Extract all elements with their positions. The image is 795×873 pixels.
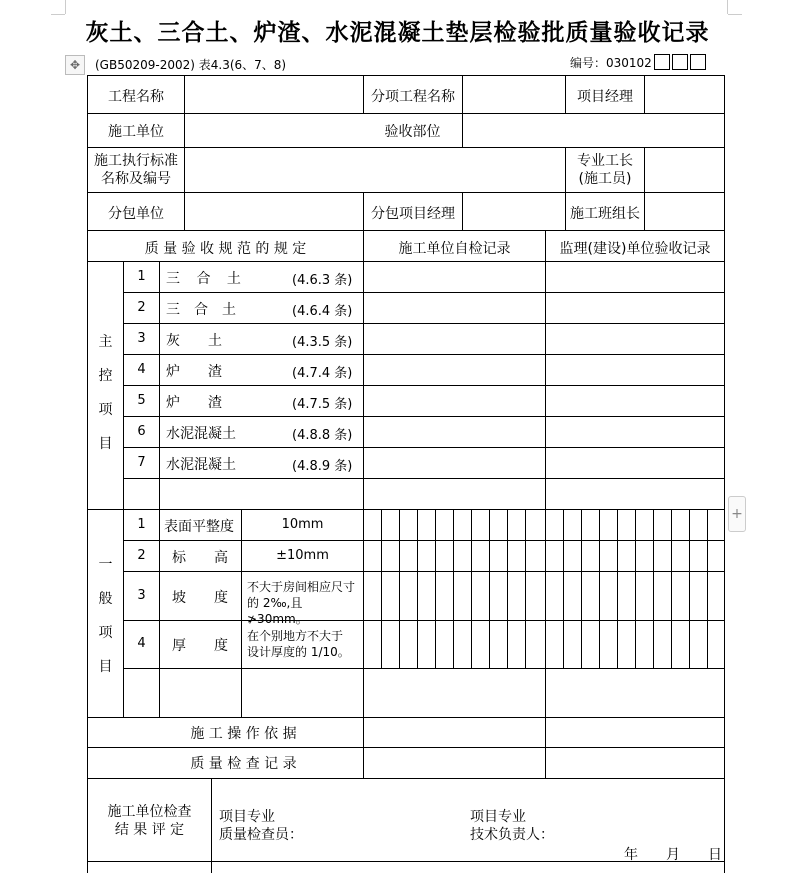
table-move-handle-icon[interactable]: ✥	[65, 55, 85, 75]
item-tolerance	[247, 579, 363, 627]
item-no: 6	[137, 424, 146, 439]
quality-inspector-label	[219, 808, 303, 844]
quality-inspector-line2: 质量检查员：	[219, 827, 303, 843]
main-control-char: 主	[98, 334, 113, 350]
sub-project-name-field[interactable]	[463, 76, 565, 113]
standard-code: (GB50209-2002) 表4.3(6、7、8)	[95, 58, 287, 72]
item-name: 表面平整度	[164, 519, 234, 535]
technical-lead-label	[470, 808, 554, 844]
team-leader-field[interactable]	[645, 193, 724, 230]
contractor-label: 施工单位	[108, 124, 164, 140]
project-manager-field[interactable]	[645, 76, 724, 113]
item-name: 水泥混凝土	[166, 426, 236, 442]
acceptance-part-label: 验收部位	[384, 124, 441, 140]
technical-lead-line1: 项目专业	[470, 809, 526, 825]
project-name-field[interactable]	[185, 76, 363, 113]
sub-pm-field[interactable]	[463, 193, 565, 230]
self-check-column-header: 施工单位自检记录	[398, 241, 511, 257]
document-title: 灰土、三合土、炉渣、水泥混凝土垫层检验批质量验收记录	[85, 20, 710, 46]
subcontractor-label: 分包单位	[108, 206, 164, 222]
subcontractor-field[interactable]	[185, 193, 363, 230]
check-result-line1: 施工单位检查	[107, 804, 192, 820]
item-name: 坡 度	[172, 590, 228, 606]
standard-field[interactable]	[185, 148, 565, 192]
general-char: 目	[98, 659, 113, 675]
general-char: 一	[98, 557, 113, 573]
item-name: 炉 渣	[166, 364, 222, 380]
item-clause: (4.7.5 条)	[292, 397, 353, 412]
standard-label	[88, 152, 184, 188]
project-name-label: 工程名称	[108, 89, 164, 105]
item-no: 1	[137, 269, 146, 284]
operation-basis-label: 施 工 操 作 依 据	[190, 726, 297, 742]
item-clause: (4.8.8 条)	[292, 428, 353, 443]
quality-record-label: 质 量 检 查 记 录	[190, 756, 297, 772]
item-tolerance: ±10mm	[276, 548, 329, 563]
item-no: 4	[137, 636, 146, 651]
general-label	[88, 548, 123, 684]
check-result-line2: 结 果 评 定	[114, 822, 185, 838]
main-control-char: 目	[98, 436, 113, 452]
quality-record-field[interactable]	[364, 748, 724, 778]
general-char: 项	[98, 625, 113, 641]
item-tolerance-line2: 设计厚度的 1/10。	[247, 645, 350, 659]
sub-project-name-label: 分项工程名称	[371, 89, 455, 105]
item-no: 5	[137, 393, 146, 408]
item-tolerance-line2: 的 2‰,且≯30mm。	[247, 596, 308, 626]
sub-pm-label: 分包项目经理	[371, 206, 455, 222]
item-tolerance	[247, 628, 363, 660]
main-control-char: 项	[98, 402, 113, 418]
item-clause: (4.3.5 条)	[292, 335, 353, 350]
item-no: 4	[137, 362, 146, 377]
item-no: 1	[137, 517, 146, 532]
standard-label-line2: 名称及编号	[101, 171, 171, 187]
technical-lead-line2: 技术负责人：	[470, 827, 554, 843]
foreman-field[interactable]	[645, 148, 724, 192]
item-name: 灰 土	[166, 333, 222, 349]
item-no: 2	[137, 548, 146, 563]
item-no: 3	[137, 331, 146, 346]
item-clause: (4.6.3 条)	[292, 273, 353, 288]
item-name: 厚 度	[172, 638, 228, 654]
foreman-label	[566, 152, 644, 188]
item-clause: (4.7.4 条)	[292, 366, 353, 381]
main-control-char: 控	[98, 368, 113, 384]
quality-inspector-line1: 项目专业	[219, 809, 275, 825]
serial-label: 编号：030102	[570, 56, 652, 70]
item-name: 三 合 土	[166, 271, 247, 287]
item-clause: (4.8.9 条)	[292, 459, 353, 474]
acceptance-part-field[interactable]	[463, 114, 724, 147]
main-control-label	[88, 325, 123, 461]
operation-basis-field[interactable]	[364, 718, 724, 747]
item-clause: (4.6.4 条)	[292, 304, 353, 319]
item-name: 炉 渣	[166, 395, 222, 411]
add-column-icon[interactable]: +	[728, 496, 746, 532]
item-name: 标 高	[172, 550, 228, 566]
item-no: 3	[137, 588, 146, 603]
foreman-label-line1: 专业工长	[577, 153, 633, 169]
supervisor-column-header: 监理(建设)单位验收记录	[559, 241, 711, 257]
foreman-label-line2: (施工员)	[578, 171, 632, 187]
team-leader-label: 施工班组长	[570, 206, 640, 222]
date-field[interactable]: 年 月 日	[624, 847, 722, 863]
item-tolerance-line1: 在个别地方不大于	[247, 629, 344, 643]
item-no: 7	[137, 455, 146, 470]
item-tolerance: 10mm	[281, 517, 324, 532]
item-no: 2	[137, 300, 146, 315]
item-name: 三 合 土	[166, 302, 236, 318]
spec-column-header: 质 量 验 收 规 范 的 规 定	[144, 241, 307, 257]
check-result-label	[88, 803, 211, 839]
item-tolerance-line1: 不大于房间相应尺寸	[247, 580, 356, 594]
standard-label-line1: 施工执行标准	[94, 153, 178, 169]
project-manager-label: 项目经理	[577, 89, 633, 105]
general-char: 般	[98, 591, 113, 607]
item-name: 水泥混凝土	[166, 457, 236, 473]
